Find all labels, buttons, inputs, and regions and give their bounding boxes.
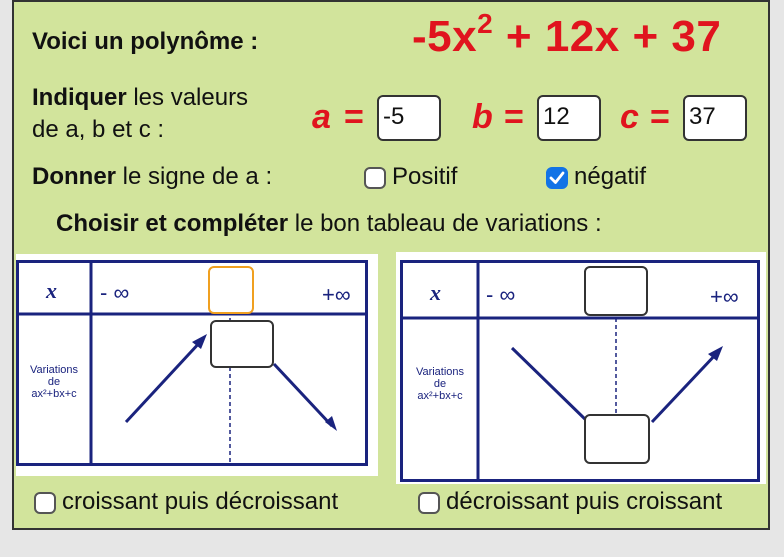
- left-x-value-input[interactable]: [208, 266, 254, 314]
- right-x-symbol: x: [430, 280, 441, 305]
- left-max-value-input[interactable]: [210, 320, 274, 368]
- right-minus-infinity: - ∞: [486, 282, 516, 307]
- c-equals: =: [650, 98, 670, 136]
- coefficients-prompt-line2: de a, b et c :: [32, 116, 165, 143]
- right-row-label-line2: de: [433, 378, 447, 390]
- option-decreasing-increasing-checkbox[interactable]: [418, 492, 440, 514]
- right-row-label-line3: ax²+bx+c: [417, 390, 463, 402]
- right-row-label-line1: Variations: [415, 366, 465, 378]
- left-x-symbol: x: [46, 278, 57, 303]
- right-plus-infinity: +∞: [710, 284, 739, 309]
- left-row-label-line1: Variations: [29, 364, 79, 376]
- positive-checkbox[interactable]: [364, 167, 386, 189]
- variations-prompt-rest: le bon tableau de variations :: [288, 210, 602, 237]
- polynomial-part1: -5x: [412, 12, 478, 61]
- variations-prompt: [56, 210, 602, 238]
- checkmark-icon: [548, 169, 566, 187]
- right-x-value-input[interactable]: [584, 266, 648, 316]
- left-row-label: [20, 364, 88, 400]
- a-label: a: [312, 98, 331, 136]
- right-row-label: [404, 366, 476, 402]
- left-minus-infinity: - ∞: [100, 280, 130, 305]
- c-input[interactable]: 37: [683, 95, 747, 141]
- negative-checkbox[interactable]: [546, 167, 568, 189]
- polynomial-intro-label: Voici un polynôme :: [32, 28, 259, 55]
- option-decreasing-increasing-label: décroissant puis croissant: [446, 488, 723, 515]
- a-equals: =: [344, 98, 364, 136]
- negative-label: négatif: [574, 163, 647, 190]
- b-input[interactable]: 12: [537, 95, 601, 141]
- b-label: b: [472, 98, 493, 136]
- left-plus-infinity: +∞: [322, 282, 351, 307]
- coefficients-prompt: [32, 84, 248, 112]
- polynomial-exponent: 2: [477, 8, 494, 39]
- sign-prompt-bold: Donner: [32, 163, 116, 190]
- a-input[interactable]: -5: [377, 95, 441, 141]
- left-row-label-line2: de: [47, 376, 61, 388]
- left-row-label-line3: ax²+bx+c: [31, 388, 77, 400]
- variations-prompt-bold: Choisir et compléter: [56, 210, 289, 237]
- coefficients-prompt-bold: Indiquer: [32, 84, 127, 111]
- variation-table-increasing-decreasing: [16, 254, 378, 476]
- positive-label: Positif: [392, 163, 458, 190]
- option-increasing-decreasing-checkbox[interactable]: [34, 492, 56, 514]
- b-equals: =: [504, 98, 524, 136]
- option-increasing-decreasing-label: croissant puis décroissant: [62, 488, 339, 515]
- sign-prompt: [32, 163, 272, 191]
- right-min-value-input[interactable]: [584, 414, 650, 464]
- variation-table-decreasing-increasing: [396, 252, 766, 484]
- exercise-panel: [12, 0, 770, 530]
- coefficients-prompt-rest: les valeurs: [126, 84, 249, 111]
- polynomial-part2: + 12x + 37: [493, 12, 722, 61]
- polynomial-expression: [412, 8, 722, 62]
- sign-prompt-rest: le signe de a :: [116, 163, 273, 190]
- c-label: c: [620, 98, 639, 136]
